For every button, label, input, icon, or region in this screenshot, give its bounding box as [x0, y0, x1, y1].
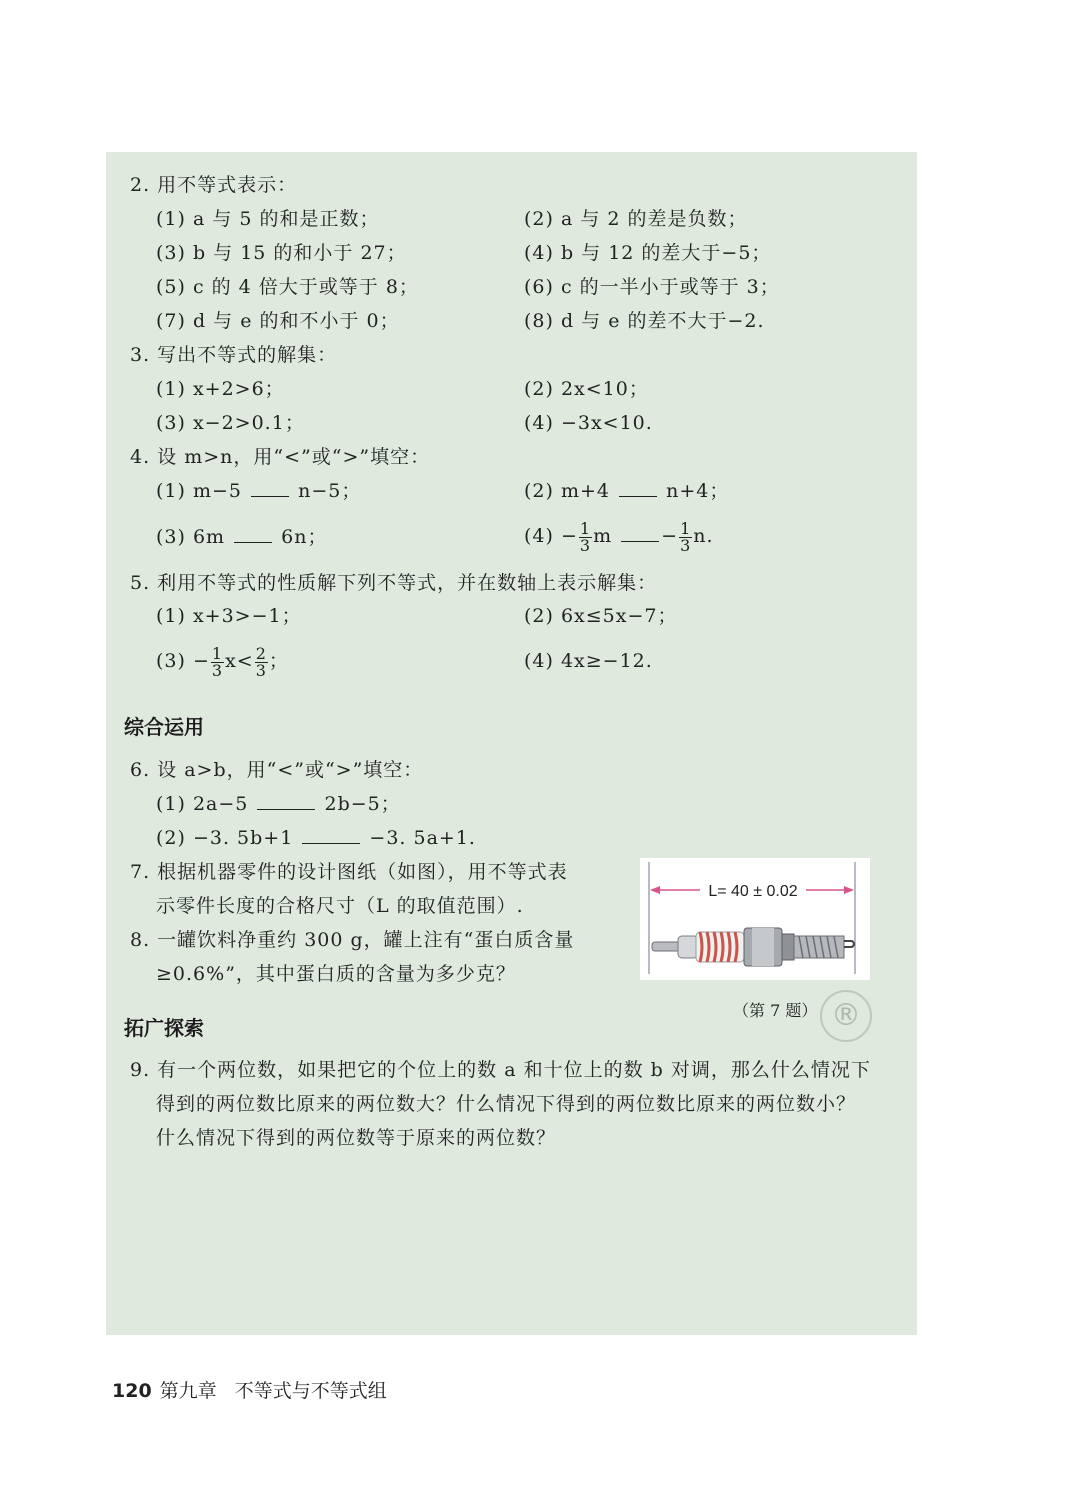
- q4-item-1-left: m−5: [192, 480, 242, 502]
- answer-blank: [619, 478, 657, 497]
- q4-item-2-left: m+4: [560, 480, 610, 502]
- answer-blank: [302, 825, 360, 844]
- q2-item-5: (5) c 的 4 倍大于或等于 8；: [156, 276, 419, 298]
- q4-item-3-label: (3): [156, 526, 186, 548]
- answer-blank: [257, 791, 315, 810]
- fraction: $\frac{1}{3}$: [211, 643, 224, 680]
- q4-title: 4. 设 m>n，用“<”或“>”填空：: [130, 446, 431, 468]
- q5-item-4: (4) 4x≥−12.: [524, 650, 653, 672]
- chapter-title: 不等式与不等式组: [234, 1380, 387, 1402]
- q7-line-2: 示零件长度的合格尺寸（L 的取值范围）.: [156, 895, 524, 917]
- q4-item-1: [156, 478, 361, 504]
- q4-item-2-right: n+4；: [666, 480, 730, 502]
- q4-item-2-label: (2): [524, 480, 554, 502]
- dimension-label: L= 40 ± 0.02: [708, 883, 798, 900]
- page-footer: [112, 1376, 387, 1403]
- q4-item-3: [156, 524, 328, 550]
- q3-item-1: (1) x+2>6；: [156, 378, 285, 400]
- q3-item-4: (4) −3x<10.: [524, 412, 653, 434]
- page-number: 120: [112, 1380, 152, 1402]
- q5-item-3: (3) − $\frac{1}{3}$ x< $\frac{2}{3}$ ；: [156, 643, 289, 680]
- q5-item-1: (1) x+3>−1；: [156, 605, 302, 627]
- q4-item-4-left-sign: −: [560, 525, 578, 547]
- fraction: $\frac{1}{3}$: [579, 518, 592, 555]
- q5-item-2: (2) 6x≤5x−7；: [524, 605, 678, 627]
- q2-item-8: (8) d 与 e 的差不大于−2.: [524, 310, 765, 332]
- q8-line-1: 8. 一罐饮料净重约 300 g，罐上注有“蛋白质含量: [130, 929, 575, 951]
- q2-item-4: (4) b 与 12 的差大于−5；: [524, 242, 772, 264]
- q3-item-3: (3) x−2>0.1；: [156, 412, 305, 434]
- q9-line-2: 得到的两位数比原来的两位数大？什么情况下得到的两位数比原来的两位数小？: [156, 1093, 857, 1115]
- q5-title: 5. 利用不等式的性质解下列不等式，并在数轴上表示解集：: [130, 572, 658, 594]
- figure-caption: （第 7 题）: [733, 1001, 818, 1020]
- q4-item-1-label: (1): [156, 480, 186, 502]
- q7-line-1: 7. 根据机器零件的设计图纸（如图），用不等式表: [130, 861, 568, 883]
- q2-item-6: (6) c 的一半小于或等于 3；: [524, 276, 780, 298]
- q4-item-3-right: 6n；: [281, 526, 328, 548]
- q6-item-2: (2) −3. 5b+1 −3. 5a+1.: [156, 827, 476, 849]
- fraction: $\frac{1}{3}$: [680, 518, 692, 555]
- q4-item-1-right: n−5；: [298, 480, 362, 502]
- q9-line-1: 9. 有一个两位数，如果把它的个位上的数 a 和十位上的数 b 对调，那么什么情况下: [130, 1059, 871, 1081]
- q4-item-4: [524, 516, 714, 556]
- q3-item-2: (2) 2x<10；: [524, 378, 649, 400]
- q4-item-4-right-var: n.: [693, 525, 714, 547]
- registered-mark-icon: ®: [820, 990, 872, 1042]
- q6-title: 6. 设 a>b，用“<”或“>”填空：: [130, 759, 424, 781]
- machine-part-figure: [640, 858, 870, 980]
- q2-item-2: (2) a 与 2 的差是负数；: [524, 208, 748, 230]
- fraction: $\frac{2}{3}$: [255, 643, 267, 680]
- q4-item-4-label: (4): [524, 525, 554, 547]
- q4-item-4-left-var: m: [593, 525, 613, 547]
- q2-item-3: (3) b 与 15 的和小于 27；: [156, 242, 407, 264]
- answer-blank: [251, 478, 289, 497]
- q4-item-4-right-sign: −: [661, 525, 679, 547]
- q2-title: 2. 用不等式表示：: [130, 174, 298, 196]
- answer-blank: [621, 523, 659, 542]
- q2-item-7: (7) d 与 e 的和不小于 0；: [156, 310, 400, 332]
- q4-item-2: [524, 478, 729, 504]
- q9-line-3: 什么情况下得到的两位数等于原来的两位数？: [156, 1127, 557, 1149]
- q8-line-2: ≥0.6%”，其中蛋白质的含量为多少克？: [156, 963, 516, 985]
- q6-item-1: (1) 2a−5 2b−5；: [156, 793, 401, 815]
- q5-item-3-label: (3): [156, 650, 186, 672]
- q2-item-1: (1) a 与 5 的和是正数；: [156, 208, 380, 230]
- section-heading-explore: 拓广探索: [124, 1016, 204, 1040]
- section-heading-comprehensive: 综合运用: [124, 715, 204, 739]
- answer-blank: [234, 524, 272, 543]
- q3-title: 3. 写出不等式的解集：: [130, 344, 338, 366]
- chapter-number: 第九章: [159, 1380, 217, 1402]
- q4-item-3-left: 6m: [192, 526, 226, 548]
